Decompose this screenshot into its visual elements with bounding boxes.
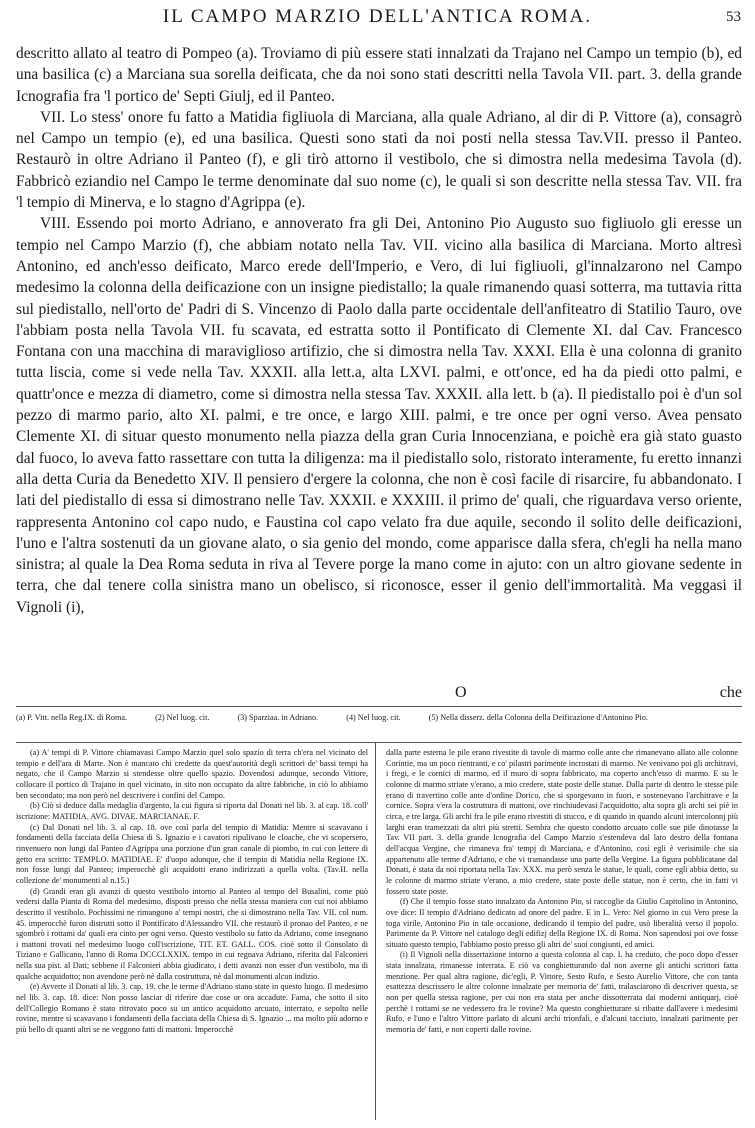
footnote-4: (4) Nel luog. cit. — [346, 713, 401, 722]
notes-column-left — [16, 748, 368, 1036]
main-text — [16, 43, 742, 618]
note-c: (c) Dal Donati nel lib. 3. al cap. 18. ove così parla del tempio di Matidia: Mentre si scavavano i fondamenti della facciata della Chiesa di S. Ignazio e i cavatori ripulivano le cloache, che vi scopersero, rinvenuero non lungi dal Panteo d'Agrippa una porzione d'un gran canale di piombo, in cui con lettere di getto era scritto: TEMPLO. MATIDIAE. E' d'uopo adunque, che il tempio di Matidia nella Regione IX. non fosse lungi dal Panteo; imperocchè gli acquidotti erano indirizzati a quella volta. (Tav.II. nella collezione de' monumenti al n.15.) — [16, 822, 368, 885]
notes-divider — [16, 742, 742, 743]
page-number: 53 — [726, 9, 741, 25]
footnote-row — [16, 712, 742, 723]
paragraph-intro: descritto allato al teatro di Pompeo (a). Troviamo di più essere stati innalzati da Trajano nel Campo un tempio (b), ed una basilica (c) a Marciana sua sorella deificata, che da noi sono stati descritti nella Tavola VII. part. 3. della grande Icnografia fra 'l portico de' Septi Giulj, ed il Panteo. — [16, 45, 742, 105]
note-a: (a) A' tempi di P. Vittore chiamavasi Campo Marzio quel solo spazio di terra ch'era nel vicinato del tempio e dell'ara di Marte. Non è mancato chi credette da quest'autorità degli scrittori de' bassi tempi ha negato, che il Campo Marzio si stendesse oltre quello spazio. Dovendosi adunque, secondo Vittore, collocare il portico di Trajano in quel vicinato, in sito non occupato da altre fabbriche, in ciò lo abbiamo ben secondato; ma non però nel descrivere i confini del Campo. — [16, 748, 368, 800]
footnote-3: (3) Sparziaa. in Adriano. — [237, 713, 319, 722]
note-f: (f) Che il tempio fosse stato innalzato da Antonino Pio, si raccoglie da Giulio Capitolino in Antonino, ove dice: Il tempio d'Adriano dedicato ad onore del padre. E in L. Vero: Nel giorno in cui Vero prese la toga virile, Antonino Pio in tale occasione, dedicando il tempio del padre, usò liberalità verso il popolo. Parimente da P. Vittore nel catalogo degli edifizj della Regione IX. di Roma. Non sapendosi poi ove fosse situato questo tempio, l'abbiamo posto presso gli altri de' suoi congiunti, ed amici. — [386, 897, 738, 949]
notes-column-right — [386, 748, 738, 1036]
page-header — [0, 6, 755, 30]
footnote-2: (2) Nel luog. cit. — [155, 713, 210, 722]
footnote-5: (5) Nella disserz. della Colonna della Deificazione d'Antonino Pio. — [428, 713, 648, 722]
note-i: (i) Il Vignoli nella dissertazione intorno a questa colonna al cap. I. ha creduto, che poco dopo d'esser stata innalzata, rimanesse interrata. E ciò va conghietturando dal non averne gli antichi scrittori fatta menzione. Per qual altra ragione, dic'egli, P. Vittore, Sesto Rufo, e Sesto Aurelio Vittore, che con tanta esattezza descrissero le altre colonne innalzate per memoria de' fatti, tralasciarono di descriver questa, se non per quella stessa ragione, per cui non era stata per anche dissotterrata dai moderni antiquarj, cioè perchè i rottami se ne vedessero fra le rovine? Ma questo conghietturare si ribatte dall'avere i medesimi Rufo, e l'uno e l'altro Vittore parlato di alcuni archi trionfali, e d'alcuni tacciuto, innalzati parimente per memoria de' fatti, e non coperti dalle rovine. — [386, 950, 738, 1035]
catchword: che — [719, 684, 742, 701]
running-title: IL CAMPO MARZIO DELL'ANTICA ROMA. — [162, 6, 593, 27]
column-divider — [375, 742, 376, 1120]
note-b: (b) Ciò si deduce dalla medaglia d'argento, la cui figura si riporta dal Donati nel lib. 3. al cap. 18. coll' iscrizione: MATIDIA. AVG. DIVAE. MARCIANAE. F. — [16, 801, 368, 821]
footnote-divider — [16, 706, 742, 707]
footnote-1: (a) P. Vitt. nella Reg.IX. di Roma. — [16, 713, 128, 722]
note-e-continued: dalla parte esterna le pile erano rivestite di tavole di marmo colle ante che rimanevano allato alle colonne Corintie, ma un poco rientranti, e co' pilastri parimente incrostati di marmo. Ne venivano poi gli architravi, i fregi, e le cornici di marmo, ed il muro di sopra fabbricato, ma coperto anch'esso di marmo. E su le colonne di marmo striate v'erano, a mio credere, state poste delle statue. Dalla parte di dentro le stesse pile erano di travertino colle ante d'ordine Dorico, che si sporgevano in fuori, e sostenevano l'architrave e la cornice. Sopra v'era la costruttura di mattoni, ove rinchiudevasi l'acquidotto, alta sopra gli archi sei piè in circa, e tre larga. Gli archi fra le pile erano rivestiti di stucco, e di quando in quando alcuni intercolonnj più larghi eran tramezzati da altri più stretti. Sembra che questo condotto arcuato colle sue pile dinotasse la Tav. VII part. 3. della grande Icnografia del Campo Marzio s'estendeva dal lato destro della fontana dell'acqua Vergine, che rimaneva fra' tempj di Marciana, e d'Antonino, così egli è verisimile che sia appartenuto alle terme d'Adriano, e che vi tramandasse una parte della Vergine. La figura pubblicatane dal Donati, è stata da noi riportata nella Tav. XXX. ma però senza le statue, le quali, come egli abbia detto, su le colonne di marmo striate v'erano, a mio credere, state poste delle statue, non è certo, che in fatti vi fossero state poste. — [386, 748, 738, 896]
paragraph-viii: VIII. Essendo poi morto Adriano, e annoverato fra gli Dei, Antonino Pio Augusto suo figliuolo gli eresse un tempio nel Campo Marzio (f), che abbiam notato nella Tav. VII. vicino alla basilica di Marciana. Morto altresì Antonino, ed anch'esso deificato, Marco erede dell'Imperio, e Vero, di lui figliuoli, gl'innalzarono nel Campo medesimo la colonna della deificazione con un insigne piedistallo; la quale rimanendo quasi sotterra, ma tuttavia ritta sul piedistallo, nell'orto de' Padri di S. Vincenzo di Paolo dalla parte occidentale dell'anfiteatro di Statilio Tauro, ove l'abbiam posta nella Tavola VII. fu scavata, ed estratta sotto il Pontificato di Clemente XI. dal Cav. Francesco Fontana con una macchina di maraviglioso artifizio, che si dimostra nella Tav. XXXI. Ella è una colonna di granito tutta liscia, come si vede nella Tav. XXXII. alla lett.a, alta LXVI. palmi, e ott'once, ed ha da piedi otto palmi, e quattr'once e mezza di diametro, come si dimostra nella stessa Tav. XXXII. alla lett. b (a). Il piedistallo poi è d'un sol pezzo di marmo pario, alto XI. palmi, e tre once, e largo XIII. palmi, e tre once per ogni verso. Avea pensato Clemente XI. di situar questo monumento nella piazza della gran Curia Innocenziana, e poichè era già stato guasto dal fuoco, lo aveva fatto rassettare con tutta la diligenza: ma il piedistallo solo, ristorato interamente, fu eretto innanzi alla detta Curia da Benedetto XIV. Il pensiero d'ergere la colonna, che non è così facile di risarcire, fu abbandonato. I lati del piedistallo di essa si dimostrano nelle Tav. XXXII. e XXXIII. il primo de' quali, che riguardava verso oriente, rappresenta Antonino col capo nudo, e Faustina col capo velato fra due aquile, secondo il solito delle deificazioni, l'uno e l'altra sostenuti da un giovane alato, o sia genio del mondo, come apparisce dalla sfera, ch'egli ha nella mano sinistra; al quale la Dea Roma seduta in riva al Tevere porge la mano come in ajuto: con un altro giovane sedente in terra, che dal tenere colla sinistra mano un obelisco, si riconosce, esser il genio dell'immortalità. Ma veggasi il Vignoli (i), — [16, 215, 742, 616]
paragraph-vii: VII. Lo stess' onore fu fatto a Matidia figliuola di Marciana, alla quale Adriano, al dir di P. Vittore (a), consagrò nel Campo un tempio (e), ed una basilica. Questi sono stati da noi posti nella stessa Tav.VII. presso il Panteo. Restaurò in oltre Adriano il Panteo (f), e gli tirò attorno il vestibolo, che si dimostra nella medesima Tavola (d). Fabbricò eziandio nel Campo le terme denominate dal suo nome (c), le quali si son descritte nella stessa Tav. VII. fra 'l tempio di Minerva, e lo stagno d'Agrippa (e). — [16, 108, 742, 212]
note-d: (d) Grandi eran gli avanzi di questo vestibolo intorno al Panteo al tempo del Busalini, come può vedersi dalla Pianta di Roma del medesimo, disposti presso che nella stessa maniera con cui noi abbiamo descritto il vestibolo. Pochissimi ne rimangono a' tempi nostri, che si dimostrano nella Tav. VII. col num. 45. imperocchè furon distrutti sotto il Pontificato d'Alessandro VII. che restaurò il pronao del Panteo, e ne sgombrò i rottami da' quali era cinto per ogni verso. Questo vestibolo su fatto da Adriano, come insegnano i mattoni trovati nel medesimo luogo coll'iscrizione, TIT. ET. GALL. COS. cioè sotto il Consolato di Tiziano e Gallicano, l'anno di Roma DCCCLXXIX. tempo in cui regnava Adriano, riferita dal Falconieri nella sua pist. al Dati; sebbene il Falconieri abbia giudicato, i detti avanzi non esser d'un vestibolo, ma di qualche acquidotto; non avendone però nè dalla costruttura, nè dal monumenti alcun indizio. — [16, 886, 368, 981]
signature-mark: O — [455, 684, 467, 701]
note-e: (e) Avverte il Donati al lib. 3. cap. 19. che le terme d'Adriano stano state in questo luogo. Il medesimo nel lib. 3. cap. 18. dice: Non posso lasciar di riferire due cose or ora accadute. Fama, che sotto il sito dell'Collegio Romano è stato ritrovato poco su un antico acquidotto arcuato, interrato, e sepolto nelle rovine, mentre si scavavano i fondamenti della facciata della Chiesa di S. Ignazio ... ma molto più adorno e più bello di quanti altri se ne veggono fatti di mattoni. Imperocchè — [16, 982, 368, 1035]
